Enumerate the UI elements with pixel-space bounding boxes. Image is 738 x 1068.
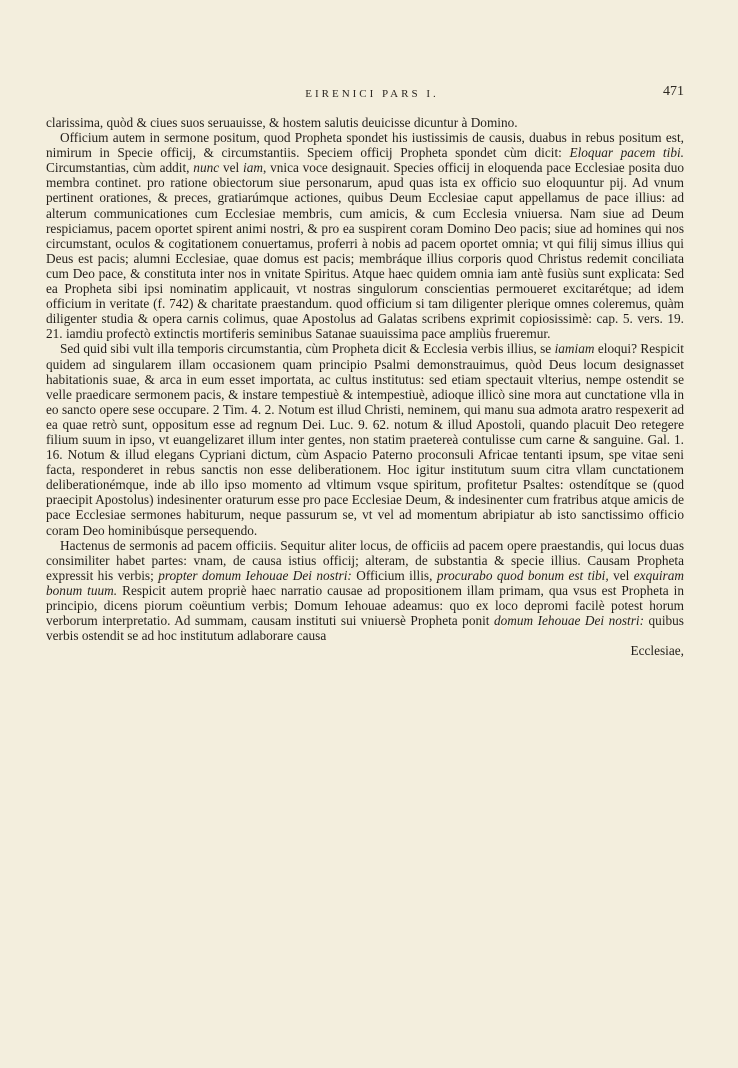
text-run: Officium illis,	[351, 567, 437, 583]
paragraph-2	[46, 130, 684, 341]
text-run: , vnica voce designauit. Species officij in eloquenda pace Ecclesiae posita duo membra continet. pro ratione obiectorum siue personarum, apud quas ista ex officio suo eloquuntur pij. Ad vnum pertinent orationes, & preces, gratiarúmque actiones, quibus Deum Ecclesiae caput appellamus de pace illius: ad alterum communicationes cum Ecclesiae membris, cum amicis, & cum Ecclesia vniuersa. Nam siue ad Deum respiciamus, pacem oportet spirent animi nostri, & pro ea suspirent coram Domino Deo pacis; siue ad homines qui nos circumstant, oculos & cogitationem conuertamus, proferri à nobis ad pacem oportet omnia; vt qui filij simus illius qui Deus est pacis; alumni Ecclesiae, quae domus est pacis; membráque illius corporis quod Christus redemit conciliata cum Deo pace, & constituta inter nos in vnitate Spiritus. Atque haec quidem omnia iam antè fusiùs sunt explicata: Sed ea Propheta sibi ipsi nominatim applicauit, vt nostras singulorum conscientias permoueret excitarétque; ad idem officium in veritate (f. 742) & charitate praestandum. quod officium si tam diligenter plerique omnes coleremus, quàm diligenter studia & opera carnis colimus, quae Apostolus ad Galatas scribens exprimit copiosissimè: cap. 5. vers. 19. 21. iamdiu profectò extinctis mortiferis seminibus Satanae suauissima pace ampliùs frueremur.	[46, 160, 685, 342]
text-run: Hactenus de sermonis ad pacem officiis. Sequitur aliter locus, de officiis ad pacem opere praestandis, qui locus duas consimiliter habet partes: vnam, de causa istius officij; alteram, de substantia & specie illius. Causam Propheta expressit his verbis;	[46, 537, 684, 583]
text-run: clarissima, quòd & ciues suos seruauisse, & hostem salutis deuicisse dicuntur à Domino.	[46, 115, 518, 130]
page-number: 471	[663, 84, 684, 99]
body-text	[46, 115, 684, 658]
italic-word: iamiam	[554, 341, 595, 357]
italic-word: nunc	[193, 160, 220, 176]
text-run: vel	[219, 160, 243, 176]
text-run: Respicit autem propriè haec narratio causae ad propositionem illam primam, qua vsus est Propheta in principio, dicens piorum coëuntium verbis; Domum Iehouae adeamus: quo ex loco depromi facilè potest horum verborum interpretatio. Ad summam, causam instituti sui vniuersè Propheta ponit	[46, 582, 685, 629]
italic-quote: Eloquar pacem tibi.	[569, 145, 684, 161]
text-run: eloqui? Respicit quidem ad singularem illam occasionem quam principio Psalmi demonstrauimus, quòd Deus locum designasset habitationis suae, & arca in eum esset importata, ac cultus institutus: sed etiam spectauit vlterius, nempe ostendit se velle praedicare sermonem pacis, & instare tempestiuè & intempestiuè, adioque illicò sine mora aut cunctatione vlla in eo sancto opere sese occupare. 2 Tim. 4. 2. Notum est illud Christi, neminem, qui manu sua admota aratro respexerit ad ea quae retrò sunt, oppositum esse ad regnum Dei. Luc. 9. 62. notum & illud Apostoli, quando placuit Deo retegere filium suum in ipso, vt euangelizaret illum inter gentes, non statim praetereà contulisse cum carne & sanguine. Gal. 1. 16. Notum & illud elegans Cypriani dictum, cùm Aspacio Paterno proconsuli Africae tentanti ipsum, spe vitae seni facta, responderet in rebus sanctis non esse deliberationem. Hoc igitur institutum suum citra vllam cunctationem deliberationémque, inde ab illo ipso momento ad vltimum vsque spiritum, profitetur Psaltes: ostendítque se (quod praecipit Apostolus) indesinenter oraturum esse pro pace Ecclesiae Deum, & indesinenter cum fratribus atque amicis de pace Ecclesiae sermones habiturum, neque passurum se, vt vel ad momentum abripiatur ab isto sanctissimo officio coram Deo hominibúsque persequendo.	[46, 341, 684, 538]
text-run: vel	[608, 567, 634, 583]
italic-quote: propter domum Iehouae Dei nostri:	[158, 567, 352, 583]
text-run: Officium autem in sermone positum, quod Propheta spondet his iustissimis de causis, duabus in rebus positum est, nimirum in Specie officij, & circumstantiis. Speciem officij Propheta spondet cùm dicit:	[46, 130, 684, 161]
catchword: Ecclesiae,	[630, 643, 684, 659]
running-head: EIRENICI PARS I.	[305, 88, 439, 100]
paragraph-4	[46, 538, 684, 644]
paragraph-3	[46, 341, 684, 537]
italic-quote: exquiram bonum tuum.	[46, 567, 684, 598]
italic-quote: procurabo quod bonum est tibi,	[436, 567, 609, 583]
text-run: Circumstantias, cùm addit,	[46, 160, 194, 176]
page-header	[60, 84, 684, 104]
paragraph-1	[46, 115, 684, 130]
text-run: quibus verbis ostendit se ad hoc institutum adlaborare causa	[46, 613, 684, 644]
text-run: Sed quid sibi vult illa temporis circumstantia, cùm Propheta dicit & Ecclesia verbis illius, se	[60, 341, 555, 357]
italic-quote: domum Iehouae Dei nostri:	[493, 613, 645, 629]
italic-word: iam	[243, 160, 263, 176]
